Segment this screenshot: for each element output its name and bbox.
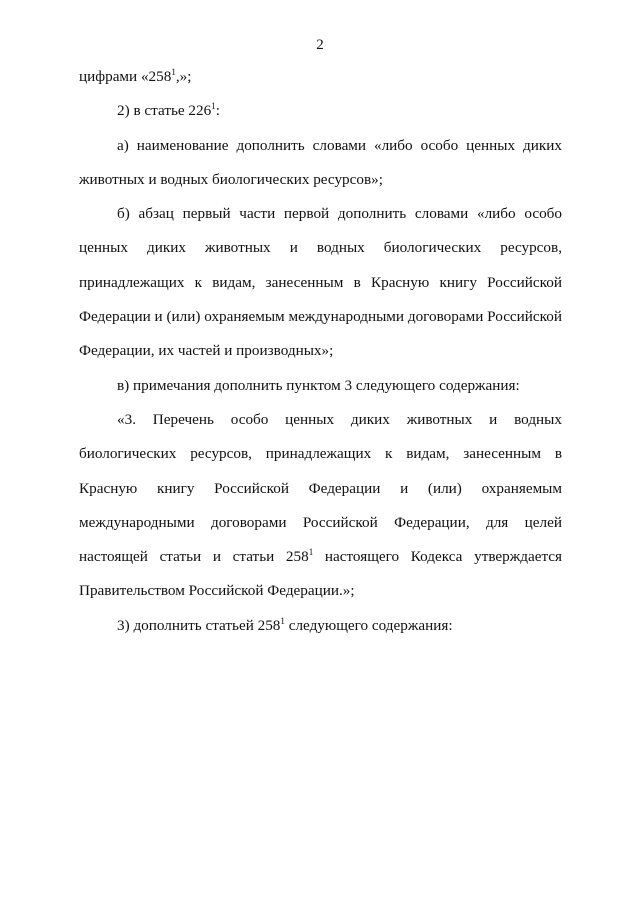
paragraph-text: а) наименование дополнить словами «либо особо ценных диких животных и водных биологических ресурсов»; xyxy=(79,136,562,188)
paragraph-text: 2) в статье 226 xyxy=(117,102,212,120)
superscript: 1 xyxy=(280,615,285,626)
paragraph-text: «3. Перечень особо ценных диких животных и водных биологических ресурсов, принадлежащих к видам, занесенным в Красную книгу Российской Федерации и (или) охраняемым международными договорами Российской Федерации, для целей настоящей статьи и статьи 258 xyxy=(79,410,562,566)
page-number: 2 xyxy=(316,37,324,53)
superscript: 1 xyxy=(171,66,176,77)
superscript: 1 xyxy=(308,547,314,558)
paragraph-item-2 xyxy=(79,94,562,128)
paragraph-subitem-v xyxy=(79,369,562,403)
paragraph-text: настоящего Кодекса утверждается Правительством Российской Федерации.»; xyxy=(79,548,562,600)
paragraph-text: 3) дополнить статьей 258 xyxy=(117,616,281,634)
paragraph-quote-note-3 xyxy=(79,403,562,609)
document-body xyxy=(79,60,562,643)
superscript: 1 xyxy=(211,101,216,112)
paragraph-text: б) абзац первый части первой дополнить словами «либо особо ценных диких животных и водных биологических ресурсов, принадлежащих к видам, занесенным в Красную книгу Российской Федерации и (или) охраняемым международными договорами Российской Федерации, их частей и производных»; xyxy=(79,205,562,360)
paragraph-text: ,»; xyxy=(175,68,192,85)
paragraph-subitem-b xyxy=(79,197,562,368)
paragraph-text: цифрами «258 xyxy=(79,68,172,85)
paragraph-item-3 xyxy=(79,609,562,643)
paragraph-text: : xyxy=(215,102,220,120)
paragraph-continuation xyxy=(79,60,562,94)
paragraph-text: в) примечания дополнить пунктом 3 следующего содержания: xyxy=(117,376,520,394)
paragraph-text: следующего содержания: xyxy=(284,616,453,634)
paragraph-subitem-a xyxy=(79,129,562,198)
